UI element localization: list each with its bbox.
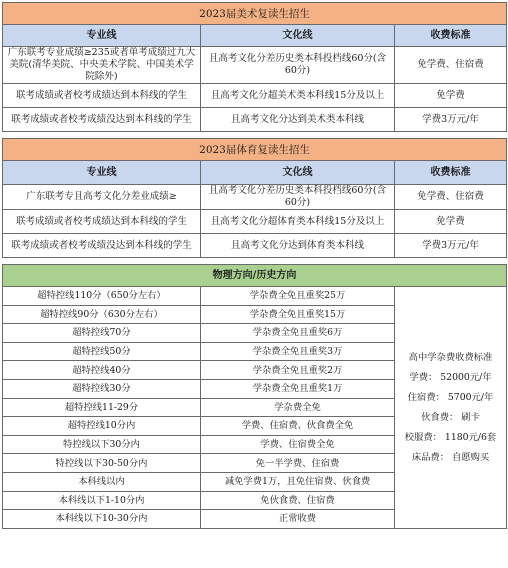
- art-row1-major: 广东联考专业成绩≥235或者单考成绩过九大美院(清华美院、中央美术学院、中国美术学院除外): [3, 47, 201, 84]
- art-header-culture: 文化线: [201, 25, 395, 47]
- art-recruitment-table: [2, 2, 507, 132]
- phys-reward: 学杂费全免且重奖6万: [201, 324, 395, 343]
- sport-row3-culture: 且高考文化分达到体育类本科线: [201, 234, 395, 258]
- table-row: [3, 287, 507, 306]
- phys-score-line: 超特控线70分: [3, 324, 201, 343]
- phys-reward: 学杂费全免且重奖15万: [201, 305, 395, 324]
- sport-row3-fee: 学费3万元/年: [395, 234, 507, 258]
- fee-standard-panel: [395, 287, 507, 529]
- phys-score-line: 超特控线11-29分: [3, 398, 201, 417]
- phys-score-line: 特控线以下30分内: [3, 435, 201, 454]
- phys-score-line: 超特控线110分（650分左右）: [3, 287, 201, 306]
- phys-reward: 免伙食费、住宿费: [201, 491, 395, 510]
- tuition-fee: 学费： 52000元/年: [409, 371, 492, 383]
- phys-score-line: 超特控线40分: [3, 361, 201, 380]
- phys-reward: 正常收费: [201, 510, 395, 529]
- sport-row1-fee: 免学费、住宿费: [395, 185, 507, 210]
- phys-reward: 减免学费1万，且免住宿费、伙食费: [201, 472, 395, 491]
- lodging-fee: 住宿费： 5700元/年: [407, 391, 494, 403]
- phys-score-line: 本科线以下1-10分内: [3, 491, 201, 510]
- table-row: [3, 185, 507, 210]
- phys-reward: 免一半学费、住宿费: [201, 454, 395, 473]
- art-title: 2023届美术复读生招生: [3, 3, 507, 25]
- phys-score-line: 特控线以下30-50分内: [3, 454, 201, 473]
- phys-reward: 学杂费全免且重奖25万: [201, 287, 395, 306]
- phys-title: 物理方向/历史方向: [3, 265, 507, 287]
- phys-reward: 学杂费全免: [201, 398, 395, 417]
- sport-row2-major: 联考成绩或者校考成绩达到本科线的学生: [3, 210, 201, 234]
- phys-score-line: 超特控线90分（630分左右）: [3, 305, 201, 324]
- table-row: [3, 84, 507, 108]
- uniform-fee: 校服费： 1180元/6套: [404, 431, 497, 443]
- art-row2-culture: 且高考文化分超美术类本科线15分及以上: [201, 84, 395, 108]
- sport-row1-culture: 且高考文化分差历史类本科投档线60分(含60分): [201, 185, 395, 210]
- fee-standard-heading: 高中学杂费收费标准: [408, 351, 493, 363]
- art-header-fee: 收费标准: [395, 25, 507, 47]
- art-row3-major: 联考成绩或者校考成绩没达到本科线的学生: [3, 108, 201, 132]
- phys-reward: 学费、住宿费全免: [201, 435, 395, 454]
- table-row: [3, 47, 507, 84]
- phys-score-line: 本科线以下10-30分内: [3, 510, 201, 529]
- art-row2-major: 联考成绩或者校考成绩达到本科线的学生: [3, 84, 201, 108]
- art-row3-fee: 学费3万元/年: [395, 108, 507, 132]
- art-row2-fee: 免学费: [395, 84, 507, 108]
- sport-row2-culture: 且高考文化分超体育类本科线15分及以上: [201, 210, 395, 234]
- phys-reward: 学杂费全免且重奖1万: [201, 379, 395, 398]
- art-row1-culture: 且高考文化分差历史类本科投档线60分(含60分): [201, 47, 395, 84]
- phys-score-line: 超特控线30分: [3, 379, 201, 398]
- bedding-fee: 床品费： 自愿购买: [411, 451, 490, 463]
- sport-row3-major: 联考成绩或者校考成绩没达到本科线的学生: [3, 234, 201, 258]
- sport-header-culture: 文化线: [201, 161, 395, 185]
- sport-recruitment-table: [2, 138, 507, 258]
- sport-row2-fee: 免学费: [395, 210, 507, 234]
- physics-history-table: [2, 264, 507, 529]
- meal-fee: 伙食费： 刷卡: [421, 411, 480, 423]
- sport-row1-major: 广东联考专且高考文化分差业成绩≥: [3, 185, 201, 210]
- sport-title: 2023届体育复读生招生: [3, 139, 507, 161]
- phys-reward: 学杂费全免且重奖2万: [201, 361, 395, 380]
- art-row1-fee: 免学费、住宿费: [395, 47, 507, 84]
- art-row3-culture: 且高考文化分达到美术类本科线: [201, 108, 395, 132]
- sport-header-fee: 收费标准: [395, 161, 507, 185]
- phys-score-line: 超特控线50分: [3, 342, 201, 361]
- phys-score-line: 超特控线10分内: [3, 417, 201, 436]
- sport-header-major: 专业线: [3, 161, 201, 185]
- phys-reward: 学费、住宿费、伙食费全免: [201, 417, 395, 436]
- art-header-major: 专业线: [3, 25, 201, 47]
- table-row: [3, 108, 507, 132]
- phys-reward: 学杂费全免且重奖3万: [201, 342, 395, 361]
- table-row: [3, 234, 507, 258]
- table-row: [3, 210, 507, 234]
- phys-score-line: 本科线以内: [3, 472, 201, 491]
